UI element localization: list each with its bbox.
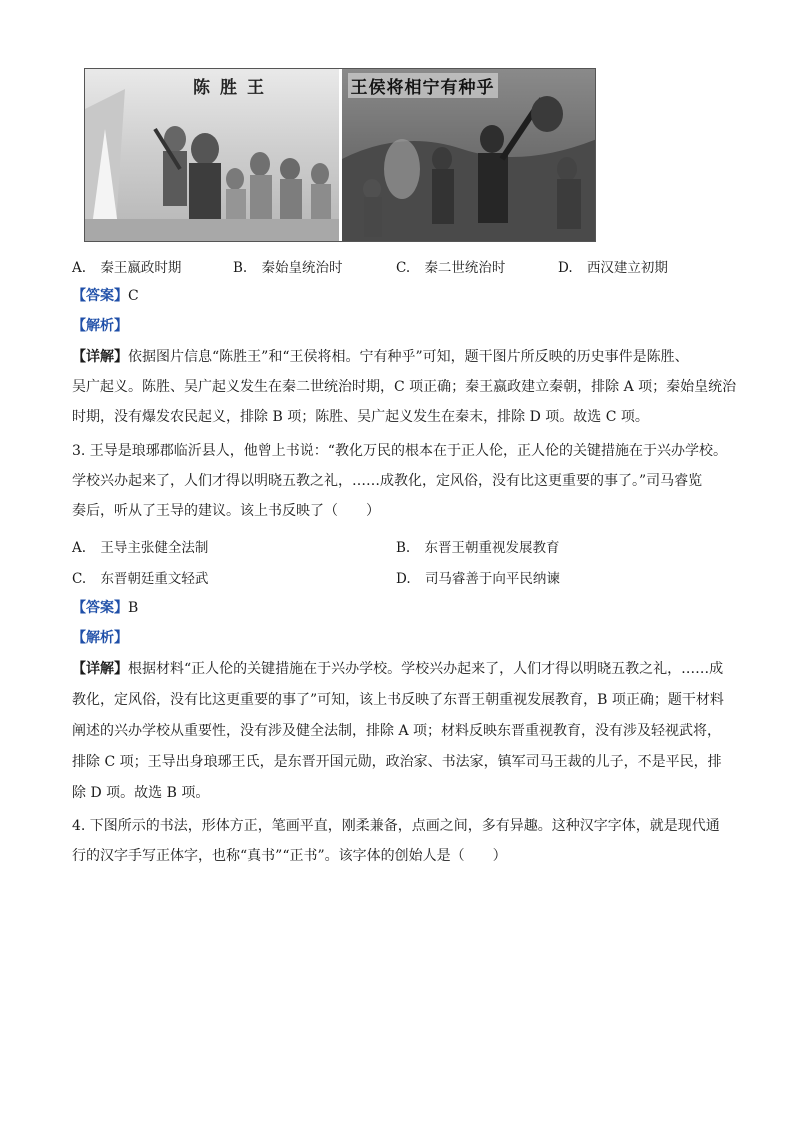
option-text: 王导主张健全法制 [100,540,209,556]
detail-text: 依据图片信息“陈胜王”和“王侯将相。宁有种乎”可知，题干图片所反映的历史事件是陈胜、 [128,349,689,365]
detail-tag: 【详解】 [72,661,128,677]
option-text: 秦二世统治时 [424,260,506,276]
option-label: D. [558,260,573,276]
q3-option-d [396,567,560,587]
q3-option-c [72,567,208,587]
q4-stem-line-2: 行的汉字手写正体字，也称“真书”“正书”。该字体的创始人是（ ） [72,848,507,864]
q3-answer [72,598,138,618]
q2-detail-line-2: 吴广起义。陈胜、吴广起义发生在秦二世统治时期，C 项正确；秦王嬴政建立秦朝，排除 A 项；秦始皇统治 [72,379,737,395]
historical-illustration [84,68,596,242]
option-text: 东晋王朝重视发展教育 [424,540,560,556]
option-text: 秦始皇统治时 [261,260,343,276]
option-label: B. [233,260,248,276]
q2-option-b [233,256,343,276]
caption-chen-sheng-wang: 陈胜王 [193,78,274,98]
option-label: A. [72,540,87,556]
q3-detail-line-5: 除 D 项。故选 B 项。 [72,785,210,801]
q2-analysis-heading [72,316,128,336]
q3-option-a [72,536,208,556]
illustration-panel-uprising [339,69,596,241]
option-label: D. [396,571,411,587]
q3-analysis-heading [72,628,128,648]
q2-option-c [396,256,505,276]
q3-stem-line-1: 3. 王导是琅琊郡临沂县人，他曾上书说：“教化万民的根本在于正人伦，正人伦的关键措施在于兴办学校。 [72,443,727,459]
option-label: C. [396,260,411,276]
q2-detail-line-1 [72,347,689,367]
option-text: 司马睿善于向平民纳谏 [424,571,560,587]
q3-stem-line-3: 奏后，听从了王导的建议。该上书反映了（ ） [72,503,380,519]
q3-detail-line-2: 教化，定风俗，没有比这更重要的事了”可知，该上书反映了东晋王朝重视发展教育，B 项正确；题干材料 [72,692,724,708]
analysis-tag: 【解析】 [72,630,128,646]
option-text: 西汉建立初期 [586,260,668,276]
caption-wang-hou-jiang-xiang: 王侯将相宁有种乎 [348,73,498,98]
option-label: B. [396,540,411,556]
analysis-tag: 【解析】 [72,318,128,334]
q4-stem-line-1: 4. 下图所示的书法，形体方正，笔画平直，刚柔兼备，点画之间，多有异趣。这种汉字字体，就是现代通 [72,818,720,834]
illustration-panel-chen-sheng [85,69,339,241]
q3-stem-line-2: 学校兴办起来了，人们才得以明晓五教之礼，……成教化，定风俗，没有比这更重要的事了。”司马睿览 [72,473,703,489]
q2-option-d [558,256,668,276]
q2-answer [72,286,139,306]
option-label: C. [72,571,87,587]
answer-value: C [128,288,139,304]
option-text: 秦王嬴政时期 [100,260,182,276]
q3-option-b [396,536,560,556]
option-label: A. [72,260,87,276]
q2-detail-line-3: 时期，没有爆发农民起义，排除 B 项；陈胜、吴广起义发生在秦末，排除 D 项。故选 C 项。 [72,409,649,425]
detail-tag: 【详解】 [72,349,128,365]
detail-text: 根据材料“正人伦的关键措施在于兴办学校。学校兴办起来了，人们才得以明晓五教之礼，……成 [128,661,724,677]
answer-value: B [128,600,139,616]
option-text: 东晋朝廷重文轻武 [100,571,209,587]
q2-option-a [72,256,181,276]
q3-detail-line-3: 阐述的兴办学校从重要性，没有涉及健全法制，排除 A 项；材料反映东晋重视教育，没有涉及轻视武将， [72,723,722,739]
answer-tag: 【答案】 [72,600,128,616]
q3-detail-line-4: 排除 C 项；王导出身琅琊王氏，是东晋开国元勋，政治家、书法家，镇军司马王裁的儿子，不是平民，排 [72,754,722,770]
answer-tag: 【答案】 [72,288,128,304]
q3-detail-line-1 [72,659,723,679]
